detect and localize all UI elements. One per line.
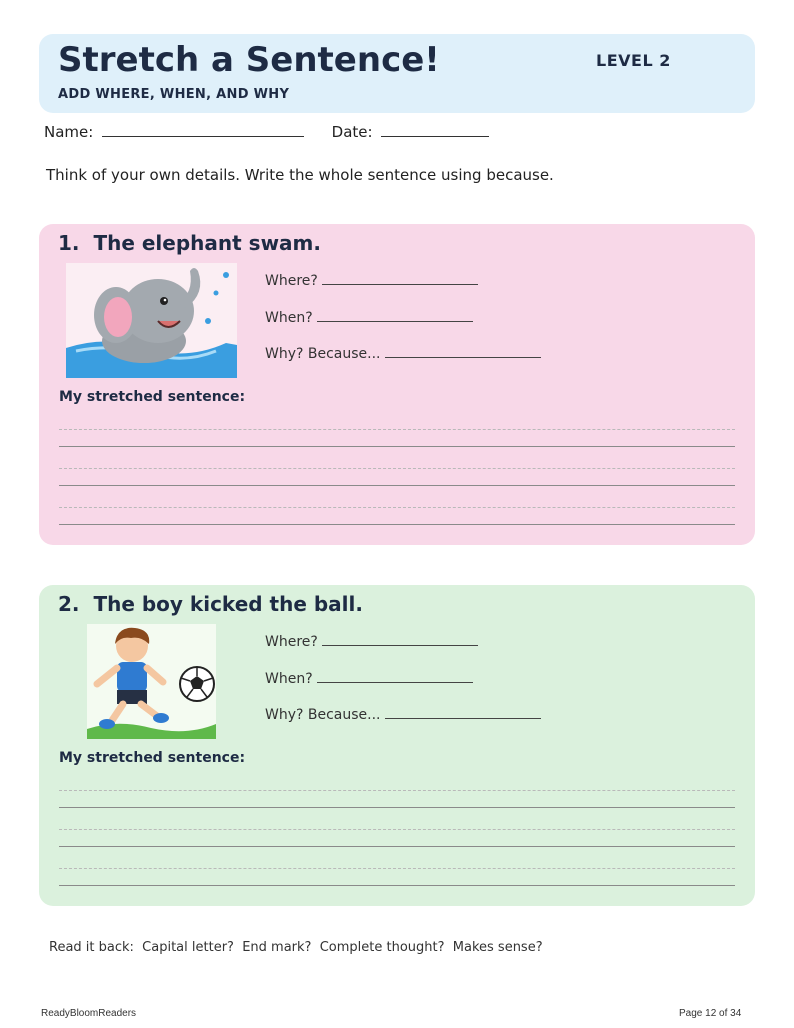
when-field-2[interactable] (317, 670, 473, 683)
writing-line[interactable] (59, 807, 735, 808)
stretched-sentence-label-1: My stretched sentence: (59, 389, 246, 405)
when-field-1[interactable] (317, 309, 473, 322)
read-back-checklist: Read it back: Capital letter? End mark? Complete thought? Makes sense? (49, 940, 543, 955)
footer-page-number: Page 12 of 34 (679, 1008, 742, 1019)
writing-guide-line (59, 507, 735, 508)
why-label-2: Why? Because... (265, 707, 381, 723)
where-label-2: Where? (265, 634, 318, 650)
why-label-1: Why? Because... (265, 346, 381, 362)
date-label: Date: (331, 123, 373, 141)
stretched-sentence-label-2: My stretched sentence: (59, 750, 246, 766)
level-badge: LEVEL 2 (596, 51, 671, 70)
writing-line[interactable] (59, 885, 735, 886)
writing-line[interactable] (59, 485, 735, 486)
exercise-card-1 (39, 224, 755, 545)
writing-guide-line (59, 790, 735, 791)
where-prompt-1 (265, 272, 478, 289)
date-field[interactable] (381, 122, 489, 137)
where-field-1[interactable] (322, 272, 478, 285)
exercise-sentence-1: The elephant swam. (93, 231, 321, 255)
where-label-1: Where? (265, 273, 318, 289)
instructions: Think of your own details. Write the whole sentence using because. (46, 166, 554, 184)
why-field-2[interactable] (385, 706, 541, 719)
writing-guide-line (59, 468, 735, 469)
when-prompt-1 (265, 309, 473, 326)
name-field[interactable] (102, 122, 304, 137)
boy-kicking-soccer-ball-icon (87, 624, 216, 739)
exercise-card-2 (39, 585, 755, 906)
worksheet-subtitle: ADD WHERE, WHEN, AND WHY (58, 87, 290, 102)
writing-guide-line (59, 829, 735, 830)
writing-line[interactable] (59, 846, 735, 847)
name-label: Name: (44, 123, 94, 141)
exercise-title-2 (58, 592, 363, 616)
when-label-1: When? (265, 310, 313, 326)
why-prompt-1 (265, 345, 541, 362)
writing-guide-line (59, 868, 735, 869)
writing-line[interactable] (59, 446, 735, 447)
exercise-number-2: 2. (58, 592, 80, 616)
elephant-splashing-in-water-icon (66, 263, 237, 378)
name-date-row (44, 122, 489, 141)
why-prompt-2 (265, 706, 541, 723)
worksheet-title: Stretch a Sentence! (58, 40, 440, 80)
exercise-number-1: 1. (58, 231, 80, 255)
writing-guide-line (59, 429, 735, 430)
where-field-2[interactable] (322, 633, 478, 646)
footer-brand: ReadyBloomReaders (41, 1008, 137, 1019)
where-prompt-2 (265, 633, 478, 650)
exercise-title-1 (58, 231, 321, 255)
writing-line[interactable] (59, 524, 735, 525)
exercise-sentence-2: The boy kicked the ball. (93, 592, 363, 616)
why-field-1[interactable] (385, 345, 541, 358)
when-label-2: When? (265, 671, 313, 687)
when-prompt-2 (265, 670, 473, 687)
header-banner (39, 34, 755, 113)
